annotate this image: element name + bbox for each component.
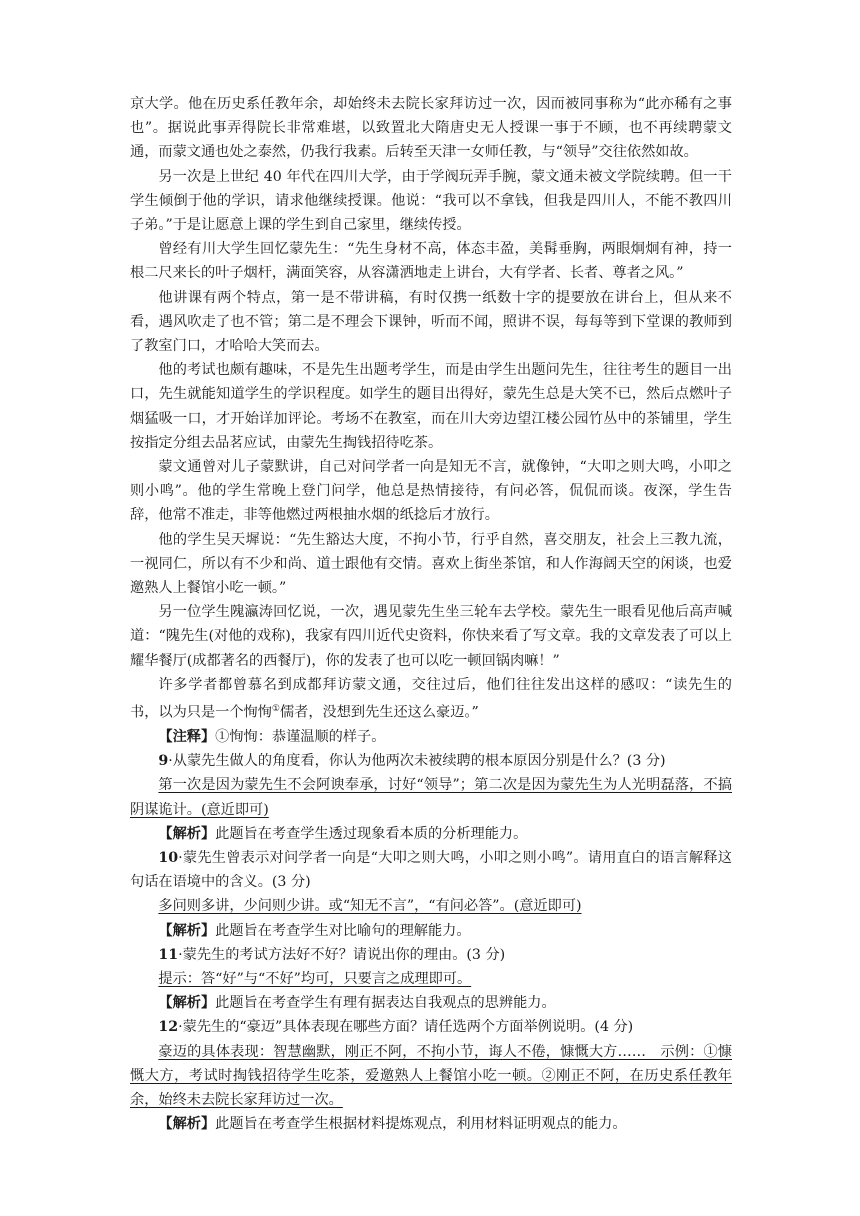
analysis-11 [130, 991, 732, 1015]
analysis-label: 【解析】 [158, 825, 216, 842]
analysis-9 [130, 822, 732, 846]
analysis-12 [130, 1112, 732, 1136]
question-number: 12 [158, 1019, 179, 1036]
question-text: ·蒙先生的“豪迈”具体表现在哪些方面？请任选两个方面举例说明。(4 分) [178, 1019, 634, 1036]
footnote-marker: ① [271, 704, 280, 715]
question-11 [130, 943, 732, 967]
question-number: 10 [158, 850, 179, 867]
analysis-text: 此题旨在考查学生透过现象看本质的分析理能力。 [215, 825, 528, 842]
question-text: ·从蒙先生做人的角度看，你认为他两次未被续聘的根本原因分别是什么？(3 分) [168, 753, 666, 770]
question-9 [130, 749, 732, 773]
answer-text: 豪迈的具体表现：智慧幽默，刚正不阿，不拘小节，诲人不倦，慷慨大方…… 示例：①慷慨大方，考试时掏钱招待学生吃茶，爱邀熟人上餐馆小吃一顿。②刚正不阿，在历史系任教年余，始终未去院长家拜访过一次。 [130, 1043, 732, 1109]
passage-paragraph-4: 他讲课有两个特点，第一是不带讲稿，有时仅携一纸数十字的提要放在讲台上，但从来不看，遇风吹走了也不管；第二是不理会下课钟，听而不闻，照讲不误，每每等到下堂课的教师到了教室门口，才哈哈大笑而去。 [130, 289, 732, 355]
passage-paragraph-8: 另一位学生隗瀛涛回忆说，一次，遇见蒙先生坐三轮车去学校。蒙先生一眼看见他后高声喊道：“隗先生(对他的戏称)，我家有四川近代史资料，你快来看了写文章。我的文章发表了可以上耀华餐厅(成都著名的西餐厅)，你的发表了也可以吃一顿回锅肉嘛！” [130, 604, 732, 669]
analysis-label: 【解析】 [158, 995, 216, 1012]
question-10 [130, 846, 732, 894]
question-text: ·蒙先生曾表示对问学者一向是“大叩之则大鸣，小叩之则小鸣”。请用直白的语言解释这句话在语境中的含义。(3 分) [130, 850, 732, 891]
analysis-label: 【解析】 [158, 1116, 216, 1133]
answer-10 [130, 894, 732, 918]
answer-text: 多问则多讲，少问则少讲。或“知无不言”，“有问必答”。(意近即可) [158, 898, 582, 915]
analysis-10 [130, 919, 732, 943]
analysis-text: 此题旨在考查学生根据材料提炼观点，利用材料证明观点的能力。 [215, 1116, 627, 1133]
answer-text: 第一次是因为蒙先生不会阿谀奉承，讨好“领导”；第二次是因为蒙先生为人光明磊落，不搞阴谋诡计。(意近即可) [130, 777, 732, 818]
passage-paragraph-6: 蒙文通曾对儿子蒙默讲，自己对问学者一向是知无不言，就像钟，“大叩之则大鸣，小叩之则小鸣”。他的学生常晚上登门问学，他总是热情接待，有问必答，侃侃而谈。夜深，学生告辞，他常不准走，非等他燃过两根抽水烟的纸捻后才放行。 [130, 459, 732, 524]
passage-paragraph-7: 他的学生吴天墀说：“先生豁达大度，不拘小节，行乎自然，喜交朋友，社会上三教九流，一视同仁，所以有不少和尚、道士跟他有交情。喜欢上街坐茶馆，和人作海阔天空的闲谈，也爱邀熟人上餐馆小吃一顿。” [130, 531, 732, 597]
analysis-label: 【解析】 [158, 922, 216, 939]
question-number: 9 [158, 753, 169, 770]
annotation-text: ①恂恂：恭谨温顺的样子。 [215, 729, 386, 746]
passage-paragraph-9 [130, 673, 732, 725]
answer-text: 提示：答“好”与“不好”均可，只要言之成理即可。 [158, 971, 472, 988]
passage-paragraph-3: 曾经有川大学生回忆蒙先生：“先生身材不高，体态丰盈，美髯垂胸，两眼炯炯有神，持一根二尺来长的叶子烟杆，满面笑容，从容潇洒地走上讲台，大有学者、长者、尊者之风。” [130, 241, 732, 282]
analysis-text: 此题旨在考查学生有理有据表达自我观点的思辨能力。 [215, 995, 556, 1012]
question-number: 11 [158, 946, 179, 963]
passage-paragraph-2: 另一次是上世纪 40 年代在四川大学，由于学阀玩弄手腕，蒙文通未被文学院续聘。但一干学生倾倒于他的学识，请求他继续授课。他说：“我可以不拿钱，但我是四川人，不能不教四川子弟。”于是让愿意上课的学生到自己家里，继续传授。 [130, 168, 732, 234]
annotation-label: 【注释】 [158, 729, 216, 746]
annotation [130, 725, 732, 749]
answer-12 [130, 1040, 732, 1113]
last-para-before: 许多学者都曾慕名到成都拜访蒙文通，交往过后，他们往往发出这样的感叹：“读先生的书，以为只是一个恂恂 [130, 676, 732, 721]
question-12 [130, 1015, 732, 1039]
last-para-after: 儒者，没想到先生还这么豪迈。” [279, 704, 479, 721]
answer-11 [130, 967, 732, 991]
question-text: ·蒙先生的考试方法好不好？请说出你的理由。(3 分) [178, 946, 506, 963]
analysis-text: 此题旨在考查学生对比喻句的理解能力。 [215, 922, 471, 939]
answer-9 [130, 773, 732, 821]
document-page [130, 92, 732, 1136]
passage-paragraph-5: 他的考试也颇有趣味，不是先生出题考学生，而是由学生出题问先生，往往考生的题目一出口，先生就能知道学生的学识程度。如学生的题目出得好，蒙先生总是大笑不已，然后点燃叶子烟猛吸一口，才开始详加评论。考场不在教室，而在川大旁边望江楼公园竹丛中的茶铺里，学生按指定分组去品茗应试，由蒙先生掏钱招待吃茶。 [130, 362, 732, 451]
passage-paragraph-1: 京大学。他在历史系任教年余，却始终未去院长家拜访过一次，因而被同事称为“此亦稀有之事也”。据说此事弄得院长非常难堪，以致置北大隋唐史无人授课一事于不顾，也不再续聘蒙文通，而蒙文通也处之泰然，仍我行我素。后转至天津一女师任教，与“领导”交往依然如故。 [130, 96, 732, 161]
